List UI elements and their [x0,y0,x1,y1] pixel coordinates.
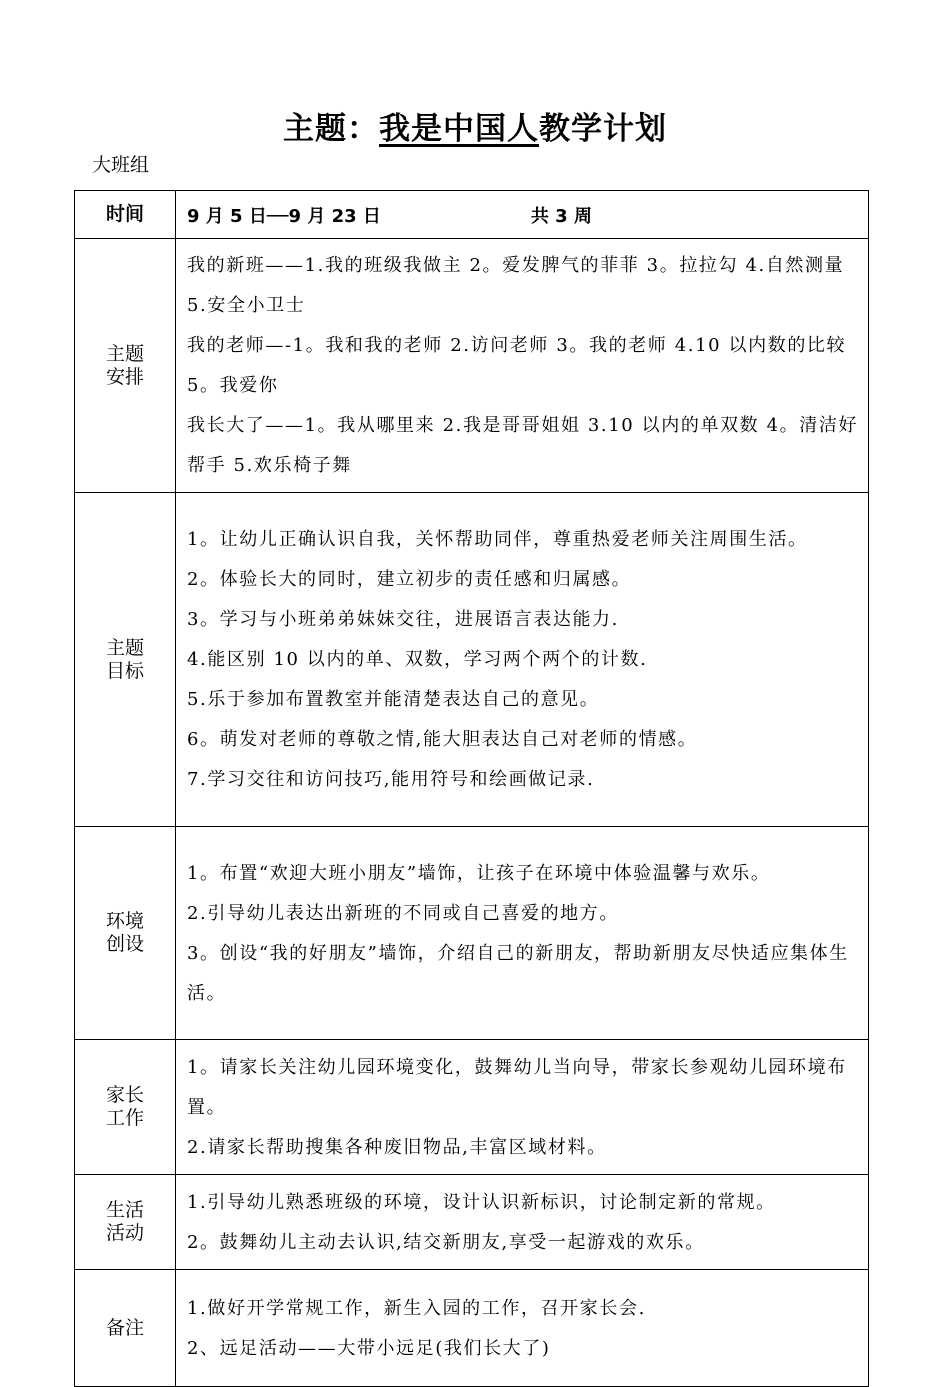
parents-label [75,1040,176,1175]
environment-content [176,827,869,1040]
label-line: 主题 [105,342,144,365]
environment-label [75,827,176,1040]
label-line: 家长 [105,1084,144,1106]
content-line: 我的新班——1.我的班级我做主 2。爱发脾气的菲菲 3。拉拉勾 4.自然测量 5.安全小卫士 [187,255,845,316]
label-line: 备注 [105,1316,144,1339]
content-line: 1。布置“欢迎大班小朋友”墙饰，让孩子在环境中体验温馨与欢乐。 [187,862,771,884]
plan-table [74,190,869,1387]
label-line: 安排 [105,365,144,388]
content-line: 3。学习与小班弟弟妹妹交往，进展语言表达能力. [187,609,619,630]
content-line: 2.引导幼儿表达出新班的不同或自己喜爱的地方。 [187,902,619,924]
label-line: 生活 [105,1199,144,1221]
label-line: 主题 [105,636,144,659]
daily-life-label [75,1175,176,1270]
table-row-arrangement [75,239,869,493]
content-line: 2、远足活动——大带小远足(我们长大了) [187,1337,551,1359]
content-line: 2.请家长帮助搜集各种废旧物品,丰富区域材料。 [187,1136,607,1158]
label-line: 活动 [105,1222,144,1244]
arrangement-label [75,239,176,493]
content-line: 我长大了——1。我从哪里来 2.我是哥哥姐姐 3.10 以内的单双数 4。清洁好帮手 5.欢乐椅子舞 [187,415,859,476]
arrangement-content [176,239,869,493]
content-line: 1。请家长关注幼儿园环境变化，鼓舞幼儿当向导，带家长参观幼儿园环境布置。 [187,1056,847,1118]
goals-label [75,493,176,827]
table-row-parents [75,1040,869,1175]
label-line: 目标 [105,659,144,682]
time-total: 共 3 周 [530,205,592,227]
title-suffix: 教学计划 [539,111,667,147]
title-prefix: 主题： [283,111,379,147]
title-theme-underlined: 我是中国人 [379,111,539,147]
table-row-time [75,191,869,239]
label-line: 环境 [105,910,144,932]
content-line: 2。鼓舞幼儿主动去认识,结交新朋友,享受一起游戏的欢乐。 [187,1231,705,1253]
content-line: 1。让幼儿正确认识自我，关怀帮助同伴，尊重热爱老师关注周围生活。 [187,529,808,550]
content-line: 7.学习交往和访问技巧,能用符号和绘画做记录. [187,769,595,790]
content-line: 6。萌发对老师的尊敬之情,能大胆表达自己对老师的情感。 [187,729,698,750]
notes-content [176,1270,869,1387]
content-line: 1.引导幼儿熟悉班级的环境，设计认识新标识，讨论制定新的常规。 [187,1191,776,1213]
content-line: 我的老师—-1。我和我的老师 2.访问老师 3。我的老师 4.10 以内数的比较 5。我爱你 [187,335,847,396]
table-row-environment [75,827,869,1040]
content-line: 2。体验长大的同时，建立初步的责任感和归属感。 [187,569,632,590]
table-row-goals [75,493,869,827]
content-line: 5.乐于参加布置教室并能清楚表达自己的意见。 [187,689,600,710]
content-line: 3。创设“我的好朋友”墙饰，介绍自己的新朋友，帮助新朋友尽快适应集体生活。 [187,942,849,1004]
daily-life-content [176,1175,869,1270]
goals-content [176,493,869,827]
content-line: 4.能区别 10 以内的单、双数，学习两个两个的计数. [187,649,648,670]
table-row-daily-life [75,1175,869,1270]
label-line: 创设 [105,933,144,955]
time-label: 时间 [75,191,176,239]
class-group-label: 大班组 [92,154,150,176]
time-range: 9 月 5 日──9 月 23 日 [187,205,381,227]
table-row-notes [75,1270,869,1387]
content-line: 1.做好开学常规工作，新生入园的工作，召开家长会. [187,1297,646,1319]
notes-label [75,1270,176,1387]
label-line: 工作 [105,1107,144,1129]
time-value [176,191,869,239]
parents-content [176,1040,869,1175]
page-title [0,103,950,148]
